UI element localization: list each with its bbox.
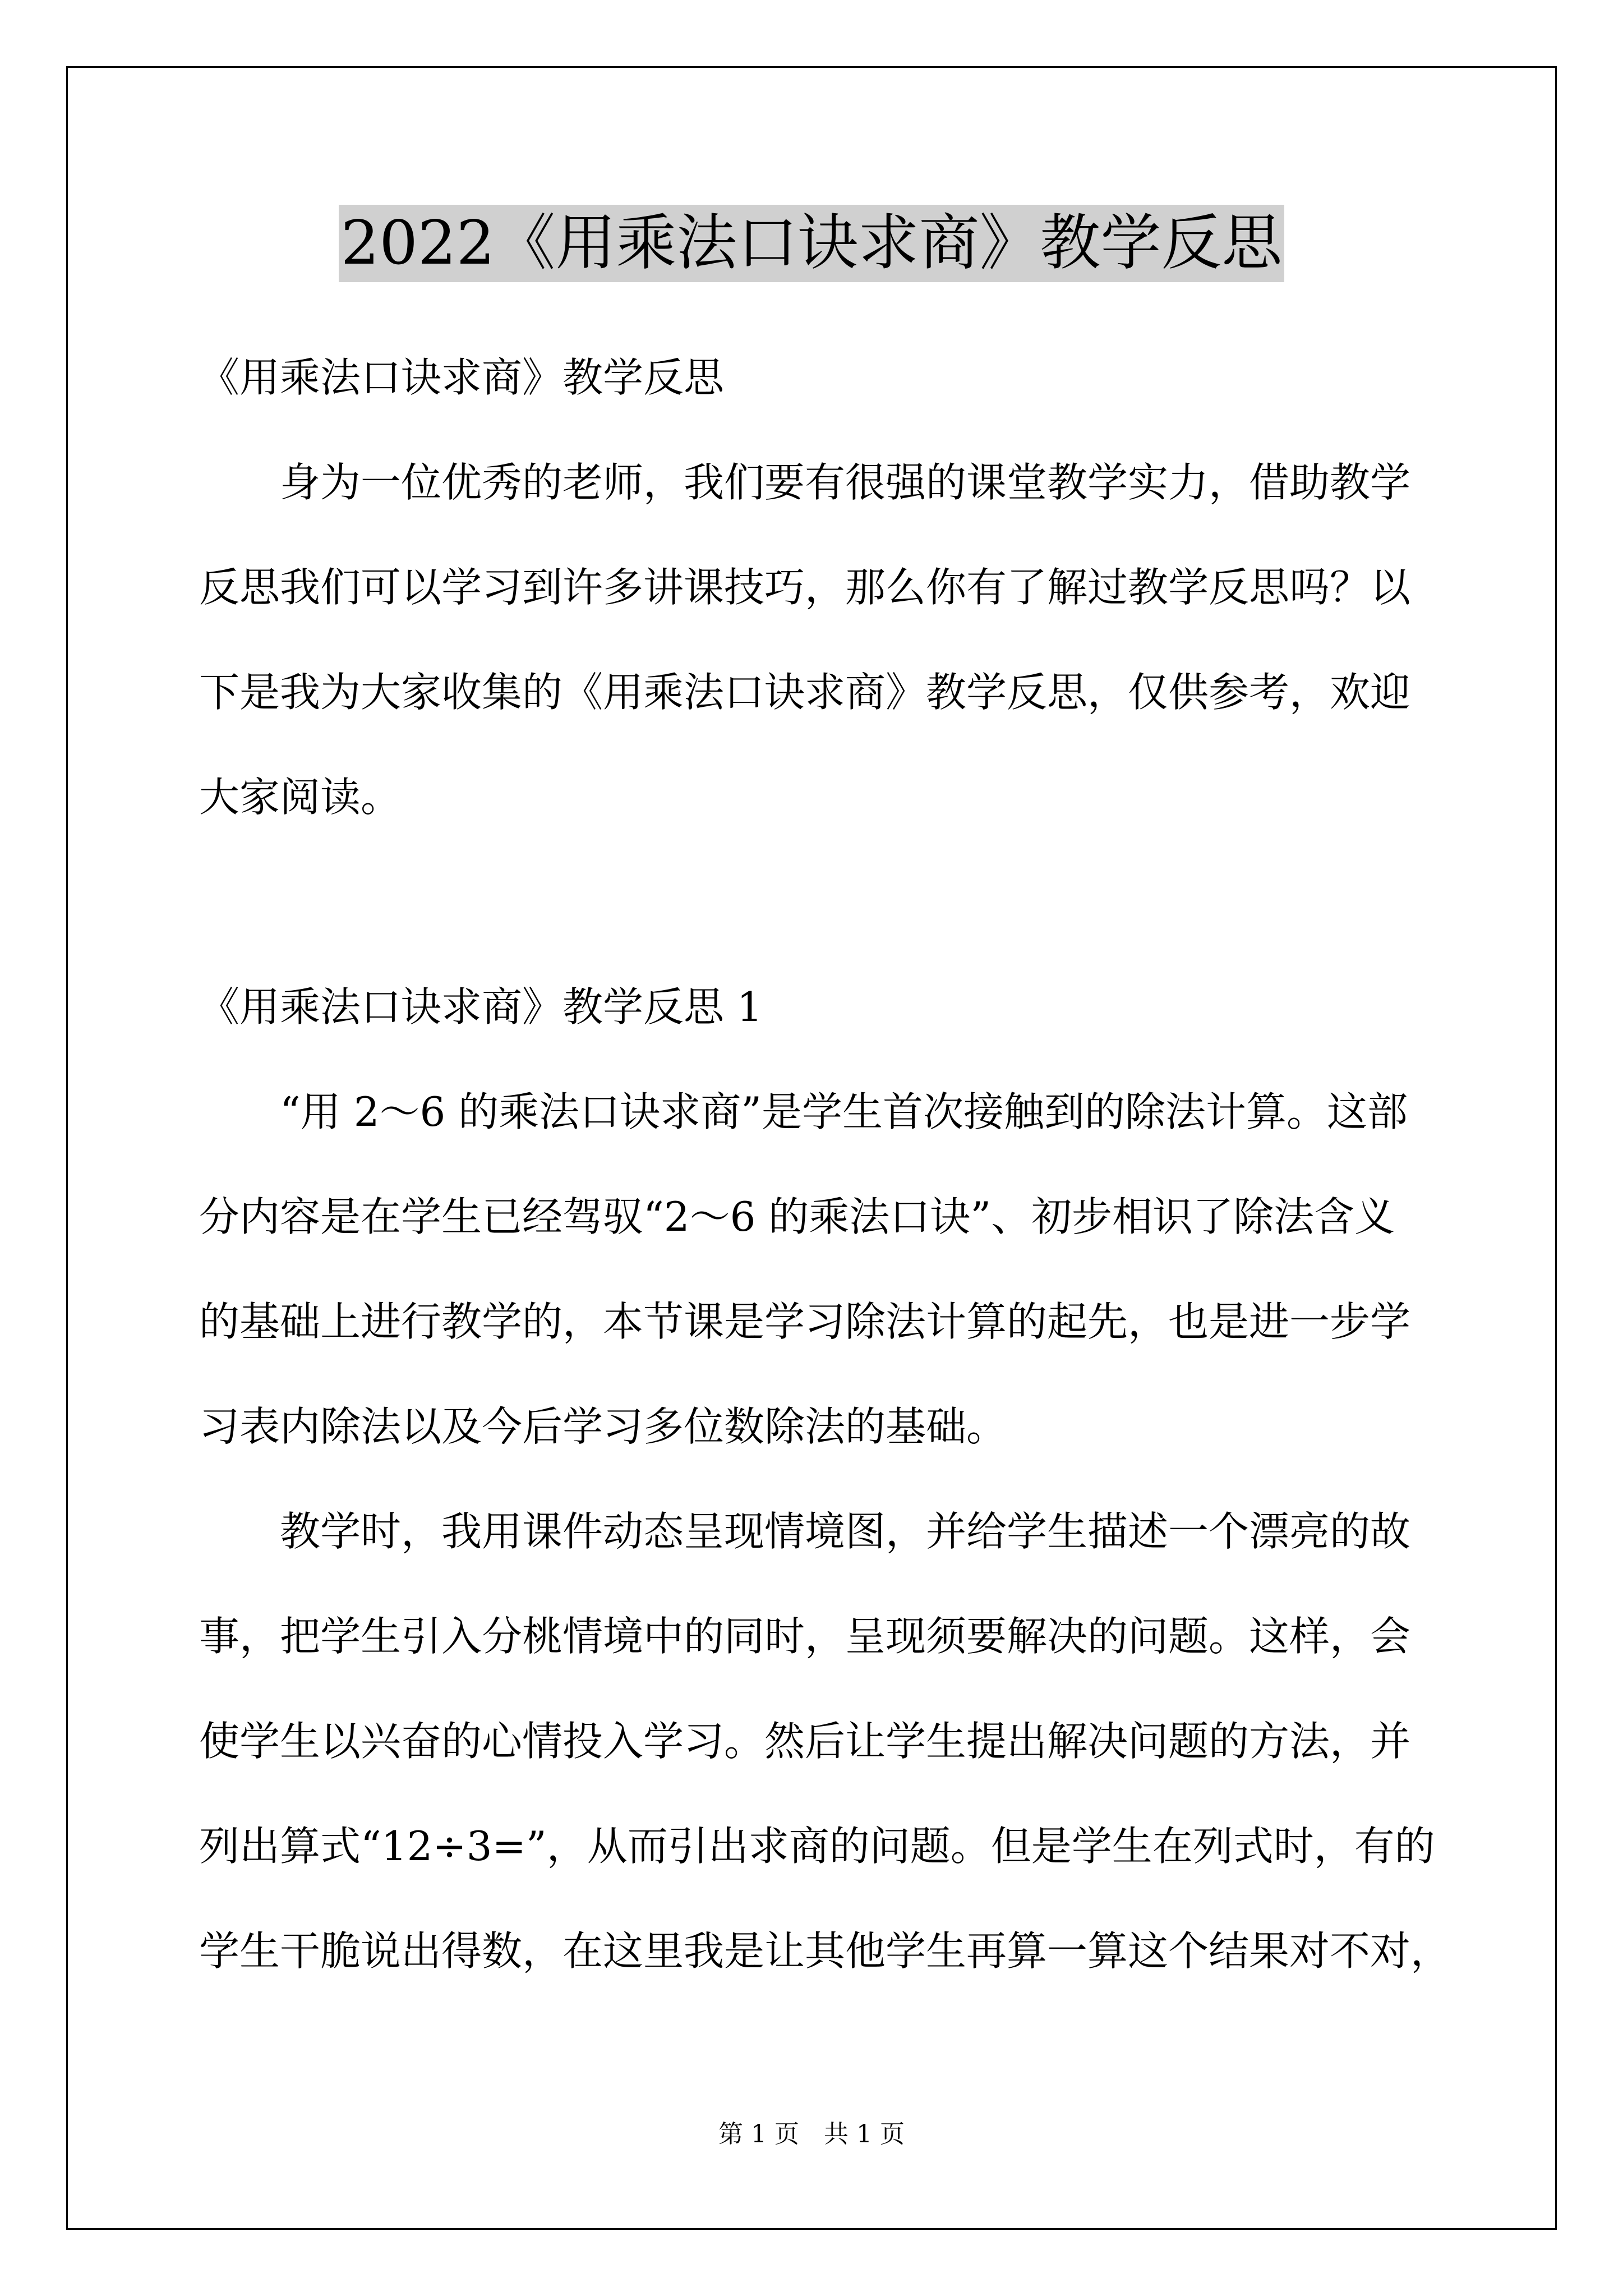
document-title: 2022《用乘法口诀求商》教学反思	[339, 205, 1285, 282]
para2-line-5: 学生干脆说出得数，在这里我是让其他学生再算一算这个结果对不对，	[199, 1927, 1451, 1975]
document-body	[199, 325, 1451, 2004]
para1-line-3: 的基础上进行教学的，本节课是学习除法计算的起先，也是进一步学	[199, 1298, 1411, 1345]
para2-line-3: 使学生以兴奋的心情投入学习。然后让学生提出解决问题的方法，并	[199, 1718, 1411, 1765]
title-container	[0, 205, 1623, 282]
intro-line-1: 身为一位优秀的老师，我们要有很强的课堂教学实力，借助教学	[280, 459, 1411, 506]
intro-line-2: 反思我们可以学习到许多讲课技巧，那么你有了解过教学反思吗？以	[199, 564, 1411, 611]
para2-line-4: 列出算式“12÷3=”，从而引出求商的问题。但是学生在列式时，有的	[199, 1823, 1435, 1870]
intro-line-4: 大家阅读。	[199, 774, 402, 821]
para1-line-1: “用 2～6 的乘法口诀求商”是学生首次接触到的除法计算。这部	[280, 1088, 1408, 1135]
intro-line-3: 下是我为大家收集的《用乘法口诀求商》教学反思，仅供参考，欢迎	[199, 669, 1411, 716]
para1-line-2: 分内容是在学生已经驾驭“2～6 的乘法口诀”、初步相识了除法含义	[199, 1193, 1395, 1240]
para2-line-1: 教学时，我用课件动态呈现情境图，并给学生描述一个漂亮的故	[280, 1508, 1411, 1555]
subtitle: 《用乘法口诀求商》教学反思	[199, 354, 725, 401]
section-1-heading: 《用乘法口诀求商》教学反思 1	[199, 983, 763, 1030]
page-footer: 第 1 页 共 1 页	[718, 2120, 905, 2148]
para1-line-4: 习表内除法以及今后学习多位数除法的基础。	[199, 1403, 1007, 1450]
para2-line-2: 事，把学生引入分桃情境中的同时，呈现须要解决的问题。这样，会	[199, 1613, 1411, 1660]
blank-line	[199, 850, 1433, 955]
